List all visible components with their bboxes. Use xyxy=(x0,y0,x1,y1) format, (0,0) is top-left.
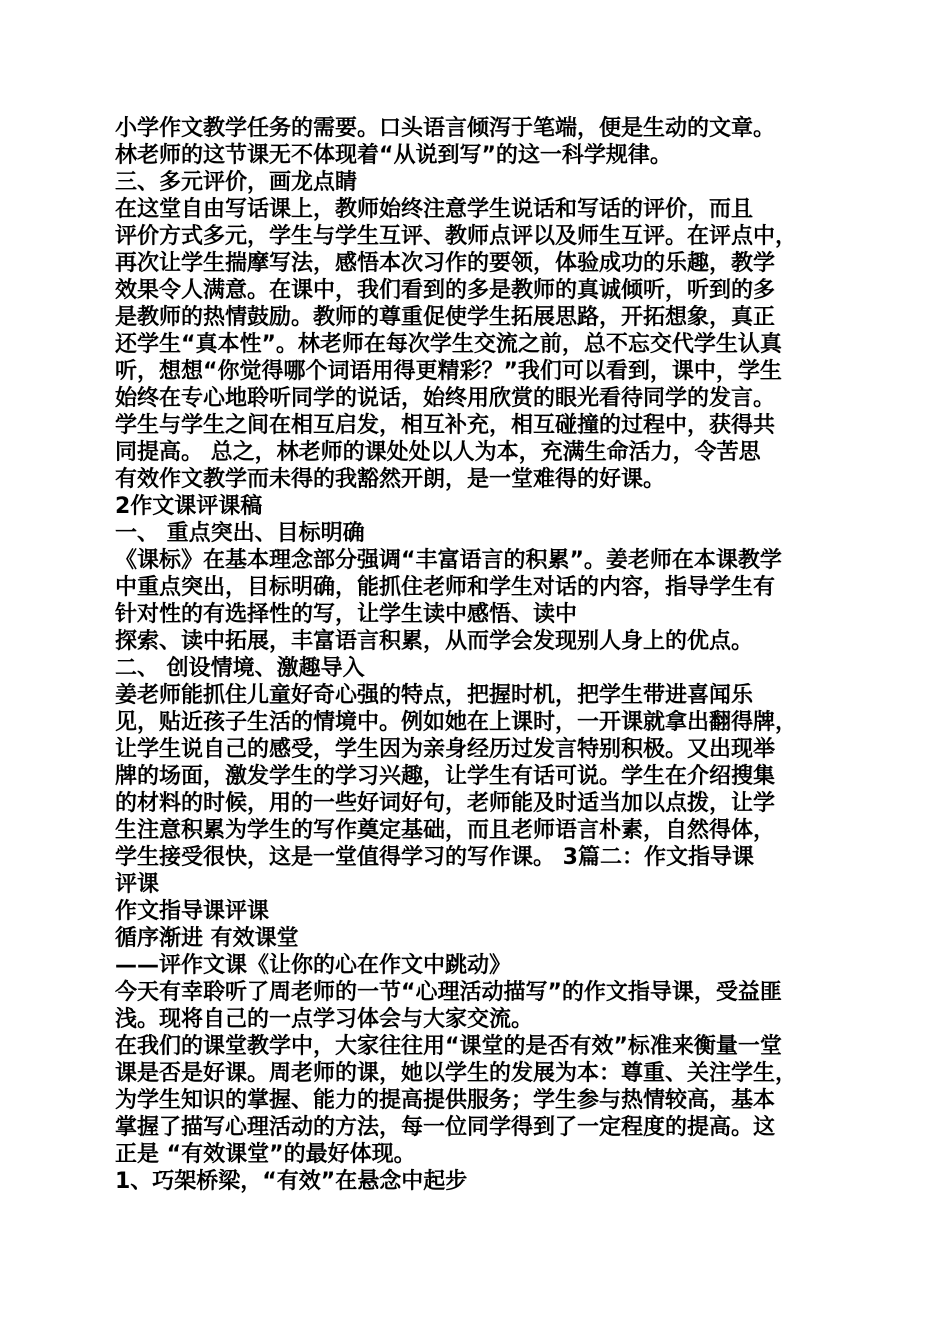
section-heading: 一、 重点突出、目标明确 xyxy=(115,521,365,546)
text-line: 的材料的时候，用的一些好词好句，老师能及时适当加以点拨，让学 xyxy=(115,791,776,816)
text-line: 有效作文教学而未得的我豁然开朗，是一堂难得的好课。 xyxy=(115,467,666,492)
section-heading: 循序渐进 有效课堂 xyxy=(115,926,299,951)
text-line: 是教师的热情鼓励。教师的尊重促使学生拓展思路，开拓想象，真正 xyxy=(115,305,776,330)
text-line: 评课 xyxy=(115,872,160,897)
section-heading: 二、 创设情境、激趣导入 xyxy=(115,656,365,681)
text-line: 牌的场面，激发学生的学习兴趣，让学生有话可说。学生在介绍搜集 xyxy=(115,764,776,789)
text-line: 同提高。 总之，林老师的课处处以人为本，充满生命活力，令苦思 xyxy=(115,440,761,465)
text-line: 让学生说自己的感受，学生因为亲身经历过发言特别积极。又出现举 xyxy=(115,737,776,762)
text-line: 浅。现将自己的一点学习体会与大家交流。 xyxy=(115,1007,534,1032)
text-line: 正是 “有效课堂”的最好体现。 xyxy=(115,1142,416,1167)
text-line: 学生接受很快，这是一堂值得学习的写作课。 3篇二：作文指导课 xyxy=(115,845,754,870)
text-line: 还学生“真本性”。林老师在每次学生交流之前，总不忘交代学生认真 xyxy=(115,332,782,357)
section-heading: 三、多元评价，画龙点睛 xyxy=(115,170,358,195)
text-line: 再次让学生揣摩写法，感悟本次习作的要领，体验成功的乐趣，教学 xyxy=(115,251,776,276)
text-line: 评价方式多元，学生与学生互评、教师点评以及师生互评。在评点中， xyxy=(115,224,798,249)
section-heading: 1、巧架桥梁，“有效”在悬念中起步 xyxy=(115,1169,468,1194)
text-line: 课是否是好课。周老师的课，她以学生的发展为本：尊重、关注学生， xyxy=(115,1061,798,1086)
text-line: 效果令人满意。在课中，我们看到的多是教师的真诚倾听，听到的多 xyxy=(115,278,776,303)
section-heading: 2作文课评课稿 xyxy=(115,494,263,519)
text-line: 探索、读中拓展，丰富语言积累，从而学会发现别人身上的优点。 xyxy=(115,629,754,654)
text-line: 林老师的这节课无不体现着“从说到写”的这一科学规律。 xyxy=(115,143,672,168)
text-line: 针对性的有选择性的写，让学生读中感悟、读中 xyxy=(115,602,578,627)
text-line: 生注意积累为学生的写作奠定基础，而且老师语言朴素，自然得体， xyxy=(115,818,776,843)
text-line: 《课标》在基本理念部分强调“丰富语言的积累”。姜老师在本课教学 xyxy=(115,548,782,573)
document-page xyxy=(115,115,855,1195)
text-line: 听，想想“你觉得哪个词语用得更精彩？”我们可以看到，课中，学生 xyxy=(115,359,782,384)
text-line: 在这堂自由写话课上，教师始终注意学生说话和写话的评价，而且 xyxy=(115,197,754,222)
text-line: 见，贴近孩子生活的情境中。例如她在上课时，一开课就拿出翻得牌， xyxy=(115,710,798,735)
text-line: 姜老师能抓住儿童好奇心强的特点，把握时机，把学生带进喜闻乐 xyxy=(115,683,754,708)
text-line: 在我们的课堂教学中，大家往往用“课堂的是否有效”标准来衡量一堂 xyxy=(115,1034,782,1059)
text-line: 为学生知识的掌握、能力的提高提供服务；学生参与热情较高，基本 xyxy=(115,1088,776,1113)
text-line: 今天有幸聆听了周老师的一节“心理活动描写”的作文指导课，受益匪 xyxy=(115,980,782,1005)
text-line: 小学作文教学任务的需要。口头语言倾泻于笔端，便是生动的文章。 xyxy=(115,116,776,141)
text-line: 掌握了描写心理活动的方法，每一位同学得到了一定程度的提高。这 xyxy=(115,1115,776,1140)
section-heading: 作文指导课评课 xyxy=(115,899,270,924)
text-line: 中重点突出，目标明确，能抓住老师和学生对话的内容，指导学生有 xyxy=(115,575,776,600)
text-line: 学生与学生之间在相互启发，相互补充，相互碰撞的过程中，获得共 xyxy=(115,413,776,438)
text-line: 始终在专心地聆听同学的说话，始终用欣赏的眼光看待同学的发言。 xyxy=(115,386,776,411)
section-heading: ——评作文课《让你的心在作文中跳动》 xyxy=(115,953,512,978)
